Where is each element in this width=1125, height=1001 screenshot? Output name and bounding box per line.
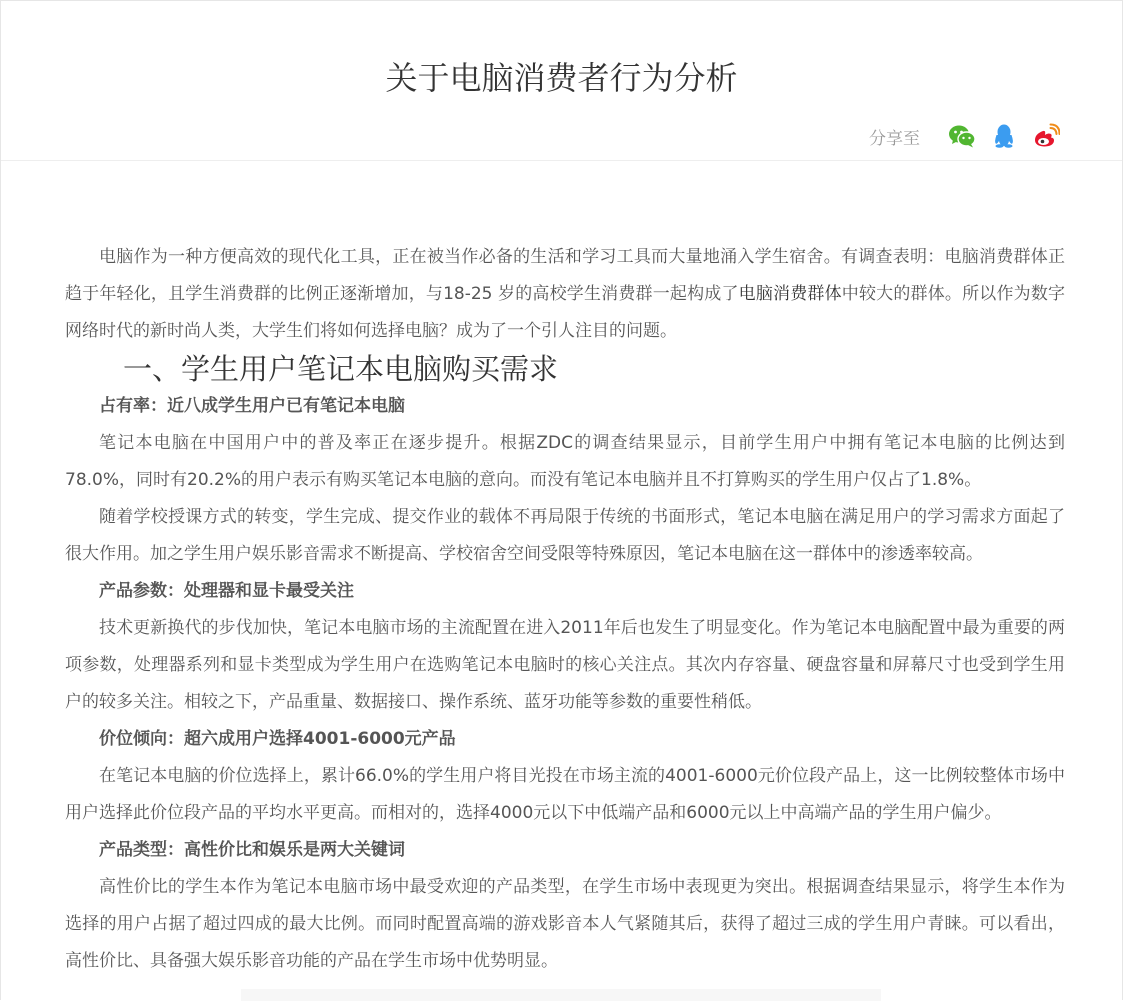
qq-icon[interactable] xyxy=(990,123,1018,149)
paragraph-ownership-1: 笔记本电脑在中国用户中的普及率正在逐步提升。根据ZDC的调查结果显示，目前学生用户中拥有笔记本电脑的比例达到78.0%，同时有20.2%的用户表示有购买笔记本电脑的意向。而没有笔记本电脑并且不打算购买的学生用户仅占了1.8%。 xyxy=(65,433,1065,490)
intro-text-1: 电脑作为一种方便高效的现代化工具，正在被当作必备的生活和学习工具而大量地涌入学生宿舍。有调查表明：电脑消费群体正趋于年轻化，且学生消费群的比例正逐渐增加，与18-25 岁的高校学生消费群一起构成了 xyxy=(65,247,1065,304)
wechat-icon[interactable] xyxy=(948,123,976,149)
paragraph-type: 高性价比的学生本作为笔记本电脑市场中最受欢迎的产品类型，在学生市场中表现更为突出。根据调查结果显示，将学生本作为选择的用户占据了超过四成的最大比例。而同时配置高端的游戏影音本人气紧随其后，获得了超过三成的学生用户青睐。可以看出，高性价比、具备强大娱乐影音功能的产品在学生市场中优势明显。 xyxy=(65,877,1065,971)
share-bar xyxy=(869,123,1060,149)
share-label: 分享至 xyxy=(869,128,920,149)
section-heading: 一、学生用户笔记本电脑购买需求 xyxy=(123,352,559,386)
article-title: 关于电脑消费者行为分析 xyxy=(385,59,738,97)
bottom-fade xyxy=(241,989,881,1001)
intro-highlight[interactable]: 电脑消费群体 xyxy=(738,284,842,304)
subheading-type: 产品类型：高性价比和娱乐是两大关键词 xyxy=(99,840,405,860)
paragraph-price: 在笔记本电脑的价位选择上，累计66.0%的学生用户将目光投在市场主流的4001-6000元价位段产品上，这一比例较整体市场中用户选择此价位段产品的平均水平更高。而相对的，选择4000元以下中低端产品和6000元以上中高端产品的学生用户偏少。 xyxy=(65,766,1065,823)
intro-text-2: 中较大的群体。所以作为数字网络时代的新时尚人类，大学生们将如何选择电脑？成为了一个引人注目的问题。 xyxy=(65,284,1066,341)
paragraph-parameters: 技术更新换代的步伐加快，笔记本电脑市场的主流配置在进入2011年后也发生了明显变化。作为笔记本电脑配置中最为重要的两项参数，处理器系列和显卡类型成为学生用户在选购笔记本电脑时的核心关注点。其次内存容量、硬盘容量和屏幕尺寸也受到学生用户的较多关注。相较之下，产品重量、数据接口、操作系统、蓝牙功能等参数的重要性稍低。 xyxy=(65,618,1065,712)
subheading-price: 价位倾向：超六成用户选择4001-6000元产品 xyxy=(99,729,456,749)
subheading-parameters: 产品参数：处理器和显卡最受关注 xyxy=(99,581,354,601)
paragraph-ownership-2: 随着学校授课方式的转变，学生完成、提交作业的载体不再局限于传统的书面形式，笔记本电脑在满足用户的学习需求方面起了很大作用。加之学生用户娱乐影音需求不断提高、学校宿舍空间受限等特殊原因，笔记本电脑在这一群体中的渗透率较高。 xyxy=(65,507,1065,564)
article-header xyxy=(1,1,1122,161)
subheading-ownership: 占有率：近八成学生用户已有笔记本电脑 xyxy=(99,396,405,416)
weibo-icon[interactable] xyxy=(1032,123,1060,149)
intro-paragraph xyxy=(65,239,1065,350)
article-body xyxy=(65,239,1065,980)
